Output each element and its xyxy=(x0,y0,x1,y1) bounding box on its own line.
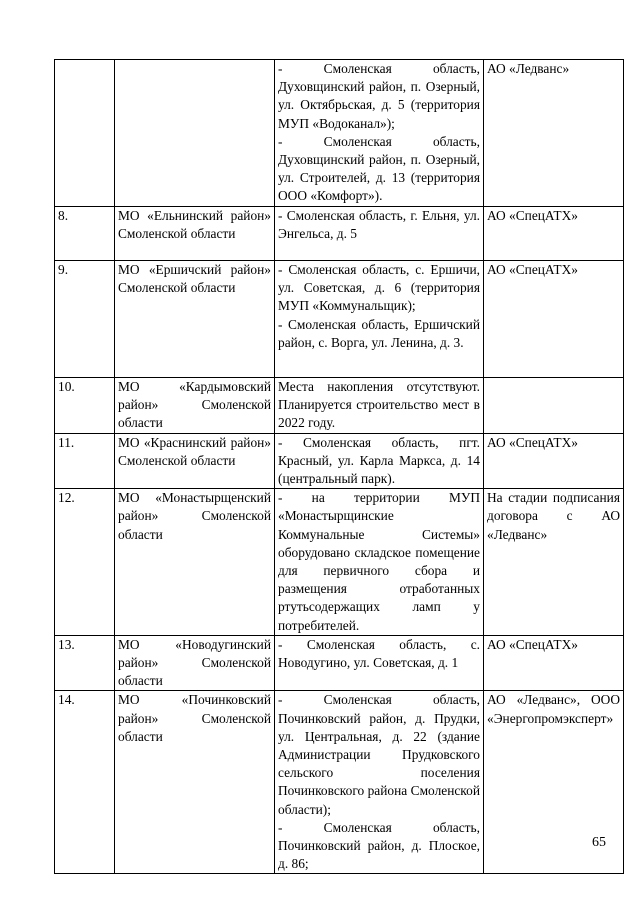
row-number-cell: 11. xyxy=(55,433,115,489)
collection-place: - Смоленская область, Починковский район, д. Плоское, д. 86; xyxy=(278,819,480,872)
table-row xyxy=(55,60,624,207)
collection-place: - Смоленская область, с. Новодугино, ул. Советская, д. 1 xyxy=(278,636,480,671)
municipality-cell: МО «Ершичский район» Смоленской области xyxy=(115,261,275,378)
page-number: 65 xyxy=(592,835,606,850)
collection-places-cell xyxy=(275,60,484,207)
table-row xyxy=(55,489,624,636)
operator-cell: АО «СпецАТХ» xyxy=(484,433,624,489)
row-number-cell: 8. xyxy=(55,207,115,261)
municipality-cell: МО «Новодугинский район» Смоленской области xyxy=(115,635,275,691)
collection-places-cell xyxy=(275,691,484,874)
collection-place: Места накопления отсутствуют. Планируется строительство мест в 2022 году. xyxy=(278,379,480,431)
operator-cell: АО «Ледванс» xyxy=(484,60,624,207)
row-number-cell: 9. xyxy=(55,261,115,378)
municipality-cell: МО «Починковский район» Смоленской области xyxy=(115,691,275,874)
row-number-cell: 14. xyxy=(55,691,115,874)
row-number-cell xyxy=(55,60,115,207)
table-row xyxy=(55,433,624,489)
collection-points-table xyxy=(54,59,624,874)
collection-places-cell xyxy=(275,635,484,691)
collection-place: - Смоленская область, г. Ельня, ул. Энгельса, д. 5 xyxy=(278,208,480,242)
collection-place: - Смоленская область, Духовщинский район, п. Озерный, ул. Строителей, д. 13 (территория ООО «Комфорт»). xyxy=(278,133,480,204)
collection-place: - Смоленская область, пгт. Красный, ул. Карла Маркса, д. 14 (центральный парк). xyxy=(278,434,480,487)
table-row xyxy=(55,261,624,378)
table-row xyxy=(55,691,624,874)
collection-places-cell xyxy=(275,489,484,636)
collection-places-cell xyxy=(275,207,484,261)
collection-place: - Смоленская область, Починковский район, д. Прудки, ул. Центральная, д. 22 (здание Администрации Прудковского сельского поселения Починковского района Смоленской области); xyxy=(278,692,480,817)
municipality-cell: МО «Монастырщенский район» Смоленской области xyxy=(115,489,275,636)
collection-place: - Смоленская область, с. Ершичи, ул. Советская, д. 6 (территория МУП «Коммунальщик); xyxy=(278,262,480,314)
collection-place: - Смоленская область, Ершичский район, с. Ворга, ул. Ленина, д. 3. xyxy=(278,316,480,350)
municipality-cell xyxy=(115,60,275,207)
collection-places-cell xyxy=(275,378,484,434)
row-number-cell: 10. xyxy=(55,378,115,434)
table-row xyxy=(55,207,624,261)
collection-places-cell xyxy=(275,261,484,378)
operator-cell: АО «Ледванс», ООО «Энергопромэксперт» xyxy=(484,691,624,874)
operator-cell: АО «СпецАТХ» xyxy=(484,207,624,261)
collection-place: - на территории МУП «Монастырщинские Коммунальные Системы» оборудовано складское помещение для первичного сбора и размещения отработанных ртутьсодержащих ламп у потребителей. xyxy=(278,490,480,633)
collection-places-cell xyxy=(275,433,484,489)
table-row xyxy=(55,378,624,434)
municipality-cell: МО «Ельнинский район» Смоленской области xyxy=(115,207,275,261)
table-row xyxy=(55,635,624,691)
municipality-cell: МО «Кардымовский район» Смоленской области xyxy=(115,378,275,434)
operator-cell xyxy=(484,378,624,434)
operator-cell: На стадии подписания договора с АО «Ледванс» xyxy=(484,489,624,636)
municipality-cell: МО «Краснинский район» Смоленской области xyxy=(115,433,275,489)
operator-cell: АО «СпецАТХ» xyxy=(484,635,624,691)
row-number-cell: 13. xyxy=(55,635,115,691)
collection-place: - Смоленская область, Духовщинский район, п. Озерный, ул. Октябрьская, д. 5 (территория МУП «Водоканал»); xyxy=(278,61,480,131)
operator-cell: АО «СпецАТХ» xyxy=(484,261,624,378)
row-number-cell: 12. xyxy=(55,489,115,636)
